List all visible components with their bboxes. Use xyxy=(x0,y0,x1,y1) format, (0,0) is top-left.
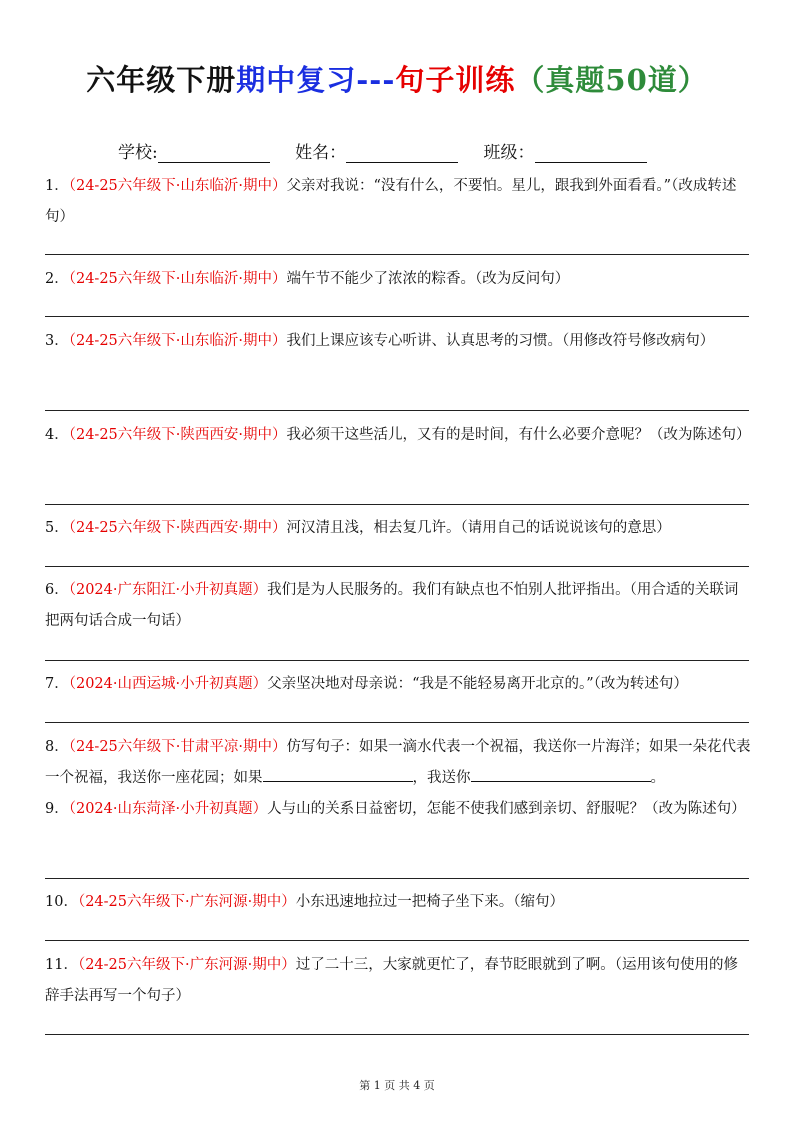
question-source: （2024·山东菏泽·小升初真题） xyxy=(68,801,268,817)
question-number: 11． xyxy=(45,957,78,973)
question-9 xyxy=(45,794,751,825)
question-text: 过了二十三，大家就更忙了，春节眨眼就到了啊。（运用该句使用的修辞手法再写一个句子） xyxy=(45,957,738,1004)
question-10 xyxy=(45,887,751,918)
question-2 xyxy=(45,264,751,295)
question-text: 人与山的关系日益密切，怎能不使我们感到亲切、舒服呢？（改为陈述句） xyxy=(267,801,746,817)
question-number: 3． xyxy=(45,333,69,349)
fill-blank-2[interactable] xyxy=(471,765,651,782)
question-number: 1． xyxy=(45,178,69,194)
question-source: （24-25六年级下·山东临沂·期中） xyxy=(68,178,287,194)
question-3 xyxy=(45,326,751,357)
name-blank[interactable] xyxy=(346,144,458,163)
school-blank[interactable] xyxy=(158,144,270,163)
class-field xyxy=(484,138,647,163)
answer-line-9[interactable] xyxy=(45,878,749,879)
question-source: （24-25六年级下·山东临沂·期中） xyxy=(68,333,287,349)
title-part-review: 期中复习 xyxy=(236,63,357,97)
question-8 xyxy=(45,732,751,794)
page-title xyxy=(0,58,794,99)
question-text: 小东迅速地拉过一把椅子坐下来。（缩句） xyxy=(295,894,564,910)
question-source: （24-25六年级下·广东河源·期中） xyxy=(77,894,296,910)
question-7 xyxy=(45,669,751,700)
answer-line-5[interactable] xyxy=(45,566,749,567)
question-4 xyxy=(45,420,751,451)
question-text: 我必须干这些活儿，又有的是时间，有什么必要介意呢？（改为陈述句） xyxy=(286,427,751,443)
question-number: 8． xyxy=(45,739,69,755)
question-source: （24-25六年级下·陕西西安·期中） xyxy=(68,520,287,536)
question-number: 9． xyxy=(45,801,69,817)
question-number: 4． xyxy=(45,427,69,443)
question-1 xyxy=(45,171,751,233)
question-text: 仿写句子：如果一滴水代表一个祝福，我送你一片海洋；如果一朵花代表一个祝福，我送你一座花园；如果 xyxy=(45,739,751,786)
title-part-topic: 句子训练 xyxy=(395,63,516,97)
question-text-3: 。 xyxy=(650,770,665,786)
question-11 xyxy=(45,950,751,1012)
class-label: 班级： xyxy=(483,143,535,163)
answer-line-11[interactable] xyxy=(45,1034,749,1035)
question-text: 父亲对我说：“没有什么，不要怕。星儿，跟我到外面看看。”（改成转述句） xyxy=(45,178,737,225)
answer-line-7[interactable] xyxy=(45,722,749,723)
answer-line-1[interactable] xyxy=(45,254,749,255)
question-6 xyxy=(45,575,751,637)
question-source: （24-25六年级下·广东河源·期中） xyxy=(77,957,296,973)
question-source: （24-25六年级下·山东临沂·期中） xyxy=(68,271,287,287)
answer-line-10[interactable] xyxy=(45,940,749,941)
question-number: 6． xyxy=(45,582,69,598)
answer-line-2[interactable] xyxy=(45,316,749,317)
school-field xyxy=(118,138,270,163)
answer-line-6[interactable] xyxy=(45,660,749,661)
school-label: 学校: xyxy=(118,143,158,163)
fill-blank-1[interactable] xyxy=(263,765,413,782)
question-text: 我们上课应该专心听讲、认真思考的习惯。（用修改符号修改病句） xyxy=(286,333,715,349)
name-field xyxy=(295,138,458,163)
question-source: （2024·广东阳江·小升初真题） xyxy=(68,582,268,598)
class-blank[interactable] xyxy=(535,144,647,163)
title-part-grade: 六年级下册 xyxy=(86,63,237,97)
answer-line-4[interactable] xyxy=(45,504,749,505)
question-text-2: ，我送你 xyxy=(412,770,471,786)
question-number: 10． xyxy=(45,894,78,910)
answer-line-3[interactable] xyxy=(45,410,749,411)
title-part-dashes: --- xyxy=(356,63,396,97)
title-part-count: （真题50道） xyxy=(515,63,708,97)
question-number: 7． xyxy=(45,676,69,692)
question-text: 我们是为人民服务的。我们有缺点也不怕别人批评指出。（用合适的关联词把两句话合成一句话） xyxy=(45,582,739,629)
question-text: 端午节不能少了浓浓的粽香。（改为反问句） xyxy=(286,271,570,287)
question-source: （24-25六年级下·甘肃平凉·期中） xyxy=(68,739,287,755)
question-source: （24-25六年级下·陕西西安·期中） xyxy=(68,427,287,443)
question-number: 5． xyxy=(45,520,69,536)
name-label: 姓名： xyxy=(295,143,347,163)
question-source: （2024·山西运城·小升初真题） xyxy=(68,676,268,692)
page-footer: 第 1 页 共 4 页 xyxy=(359,1079,435,1092)
question-5 xyxy=(45,513,751,544)
question-number: 2． xyxy=(45,271,69,287)
question-text: 河汉清且浅，相去复几许。（请用自己的话说说该句的意思） xyxy=(286,520,671,536)
student-info-line xyxy=(118,138,667,163)
question-text: 父亲坚决地对母亲说：“我是不能轻易离开北京的。”（改为转述句） xyxy=(267,676,688,692)
